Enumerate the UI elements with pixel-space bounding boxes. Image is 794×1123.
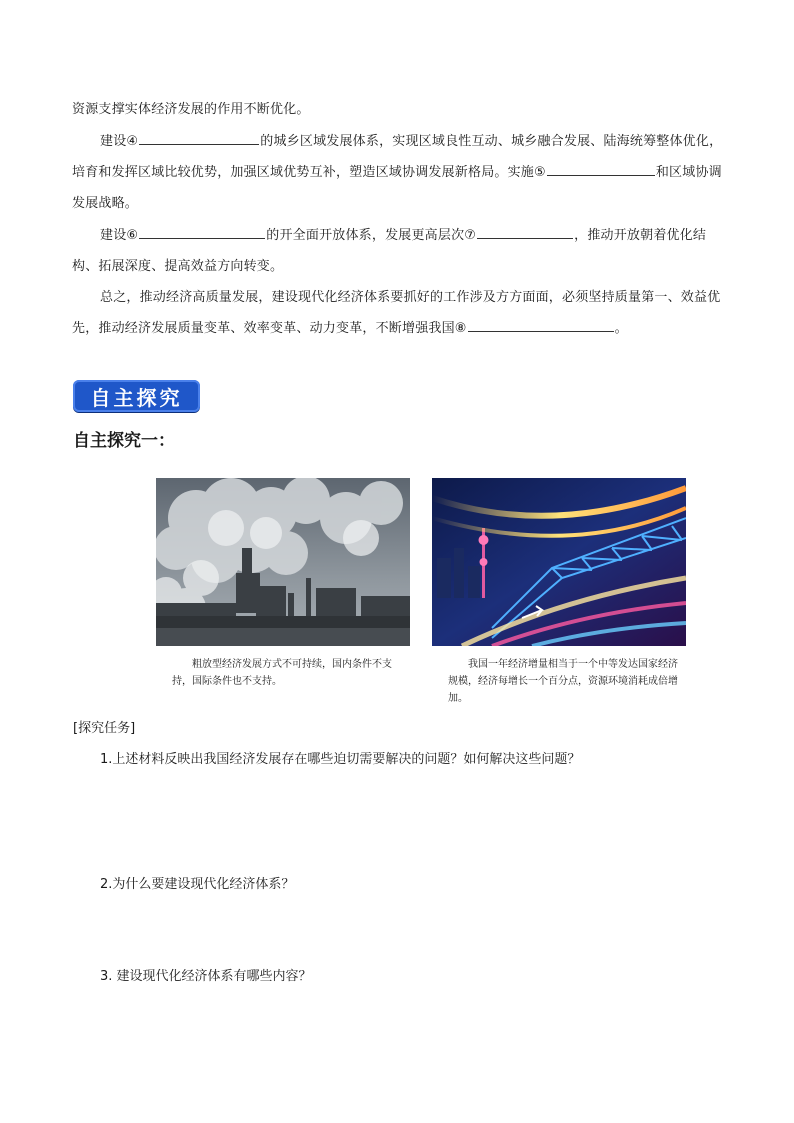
paragraph-text: 资源支撑实体经济发展的作用不断优化。 — [72, 102, 310, 117]
blank-5[interactable] — [547, 161, 655, 176]
blank-6[interactable] — [139, 224, 265, 239]
blank-7[interactable] — [477, 224, 573, 239]
paragraph-text: 和区域协调发展战略。 — [72, 165, 722, 211]
paragraph-text: 建设④ — [100, 134, 139, 149]
factory-photo-caption: 粗放型经济发展方式不可持续，国内条件不支持，国际条件也不支持。 — [172, 659, 392, 687]
paragraph-text: 的开全面开放体系，发展更高层次⑦ — [266, 228, 477, 243]
paragraph-urban-rural — [72, 126, 724, 219]
paragraph-text: ，推动开放朝着优化结构、拓展深度、提高效益方向转变。 — [72, 228, 707, 274]
blank-8[interactable] — [468, 317, 614, 332]
paragraph-text: 。 — [614, 321, 628, 336]
bridge-photo-caption: 我国一年经济增量相当于一个中等发达国家经济规模，经济每增长一个百分点，资源环境消耗成倍增加。 — [448, 659, 678, 704]
question-3: 3. 建设现代化经济体系有哪些内容？ — [100, 969, 312, 984]
paragraph-opening — [72, 220, 724, 282]
task-label: [探究任务] — [73, 721, 136, 736]
bridge-light-trails-photo — [432, 478, 686, 646]
section-badge-label: 自主探究 — [90, 385, 183, 410]
paragraph-summary — [72, 282, 724, 344]
question-2: 2.为什么要建设现代化经济体系？ — [100, 877, 295, 892]
paragraph-text: 建设⑥ — [100, 228, 139, 243]
section-badge — [73, 380, 200, 412]
paragraph-text: 总之，推动经济高质量发展，建设现代化经济体系要抓好的工作涉及方方面面，必须坚持质量第一、效益优先，推动经济发展质量变革、效率变革、动力变革，不断增强我国⑧ — [72, 290, 721, 336]
factory-smoke-photo — [156, 478, 410, 646]
blank-4[interactable] — [139, 130, 259, 145]
inquiry-heading: 自主探究一： — [73, 431, 175, 451]
question-1: 1.上述材料反映出我国经济发展存在哪些迫切需要解决的问题？如何解决这些问题？ — [100, 752, 581, 767]
paragraph-resources — [72, 94, 724, 125]
paragraph-text: 的城乡区域发展体系，实现区域良性互动、城乡融合发展、陆海统筹整体优化，培育和发挥区域比较优势，加强区域优势互补，塑造区域协调发展新格局。实施⑤ — [72, 134, 723, 180]
